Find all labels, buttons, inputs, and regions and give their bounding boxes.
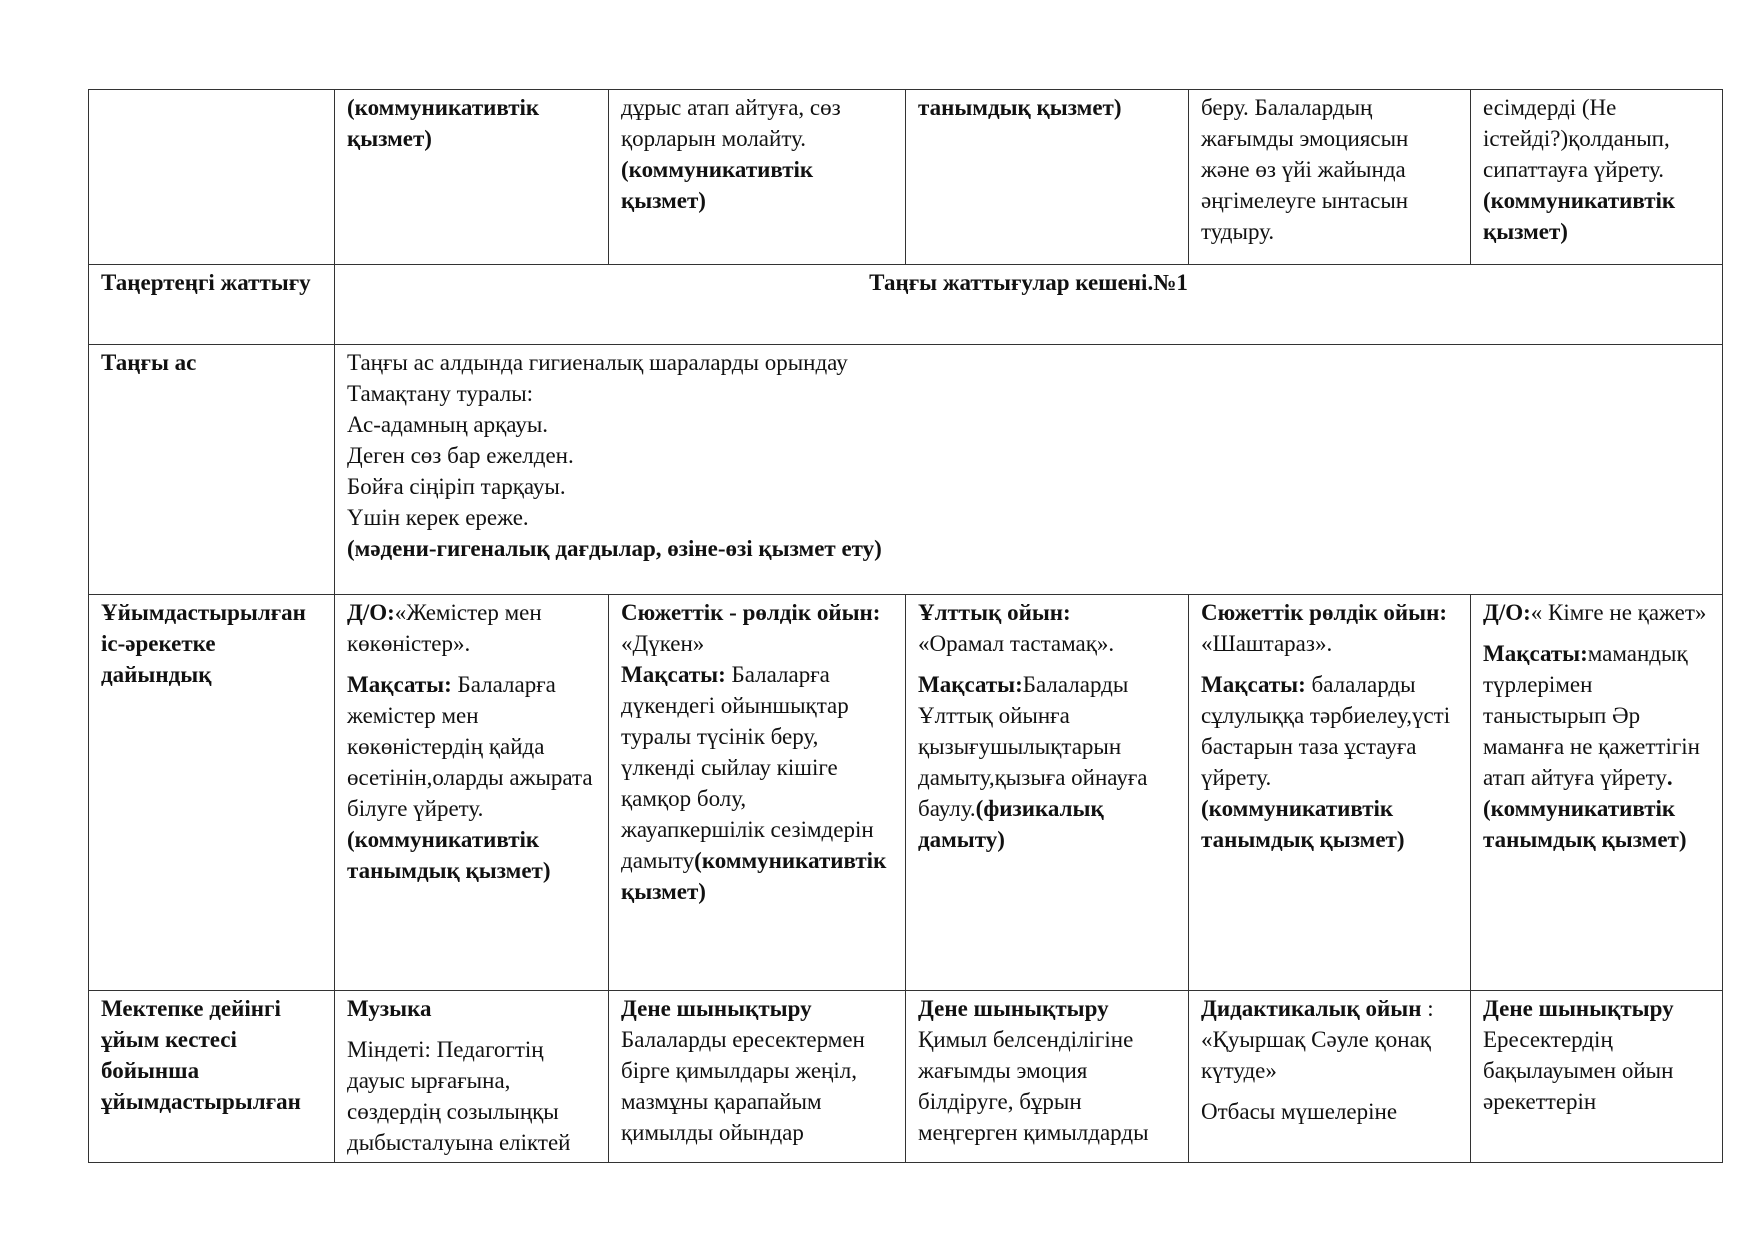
- poem-line: Бойға сіңіріп тарқауы.: [347, 474, 566, 499]
- row-label: Ұйымдастырылған іс-әрекетке дайындық: [89, 595, 335, 991]
- cell-tuesday: [609, 595, 906, 991]
- activity-area: (коммуникативтік қызмет): [1483, 188, 1676, 244]
- cell-tuesday: [609, 991, 906, 1163]
- row-organized-activity: [89, 991, 1723, 1163]
- goal-label: Мақсаты:: [918, 672, 1023, 697]
- cell-monday: [335, 595, 609, 991]
- cell-monday: [335, 991, 609, 1163]
- goal-text: балаларды сұлулыққа тәрбиелеу,үсті бастарын таза ұстауға үйрету.: [1201, 672, 1451, 790]
- activity-type: Ұлттық ойын:: [918, 600, 1071, 625]
- breakfast-line: Таңғы ас алдында гигиеналық шараларды орындау: [347, 350, 848, 375]
- subject-title: Дене шынықтыру: [621, 996, 812, 1021]
- subject-text: Ересектердің бақылауымен ойын әрекеттерін: [1483, 1027, 1674, 1114]
- goal-label: Мақсаты:: [347, 672, 452, 697]
- breakfast-content: [335, 345, 1723, 595]
- row-label: Таңғы ас: [89, 345, 335, 595]
- cell-thursday: [1189, 595, 1471, 991]
- activity-area: (коммуникативтік танымдық қызмет): [1201, 796, 1405, 852]
- row-label: Мектепке дейінгі ұйым кестесі бойынша ұйымдастырылған: [89, 991, 335, 1163]
- subject-text: Қимыл белсенділігіне жағымды эмоция білдіруге, бұрын меңгерген қимылдарды: [918, 1027, 1149, 1145]
- subject-colon: :: [1421, 996, 1434, 1021]
- activity-area: танымдық қызмет): [918, 95, 1122, 120]
- subject-title: Дене шынықтыру: [1483, 996, 1674, 1021]
- cell-text: беру. Балалардың жағымды эмоциясын және өз үйі жайында әңгімелеуге ынтасын тудыру.: [1201, 95, 1409, 244]
- activity-type: Д/О:: [1483, 600, 1531, 625]
- goal-paragraph: [347, 659, 596, 886]
- goal-text: Балаларға дүкендегі ойыншықтар туралы түсінік беру, үлкенді сыйлау кішіге қамқор болу, жауапкершілік сезімдерін дамыту: [621, 662, 874, 873]
- goal-text: Балаларды Ұлттық ойынға қызығушылықтарын дамыту,қызыға ойнауға баулу.: [918, 672, 1148, 821]
- cell-wednesday: [906, 595, 1189, 991]
- cell-thursday: [1189, 991, 1471, 1163]
- cell-friday: [1471, 595, 1723, 991]
- goal-text: Балаларға жемістер мен көкөністердің қайда өсетінін,оларды ажырата білуге үйрету.: [347, 672, 593, 821]
- activity-area: (коммуникативтік қызмет): [621, 157, 814, 213]
- game-title: «Қуыршақ Сәуле қонақ күтуде»: [1201, 1027, 1431, 1083]
- goal-label: Мақсаты:: [621, 662, 726, 687]
- activity-area: (физикалық дамыту): [918, 796, 1104, 852]
- poem-line: Деген сөз бар ежелден.: [347, 443, 574, 468]
- breakfast-line: Тамақтану туралы:: [347, 381, 534, 406]
- cell-text: есімдерді (Не істейді?)қолданып, сипаттауға үйрету.: [1483, 95, 1670, 182]
- activity-area: (мәдени-гигеналық дағдылар, өзіне-өзі қызмет ету): [347, 536, 882, 561]
- row-breakfast: [89, 345, 1723, 595]
- cell-thursday: [1189, 90, 1471, 265]
- activity-title: «Орамал тастамақ».: [918, 631, 1115, 656]
- cell-wednesday: [906, 90, 1189, 265]
- row-preparation: [89, 595, 1723, 991]
- activity-area: . (коммуникативтік танымдық қызмет): [1483, 765, 1687, 852]
- goal-paragraph: [1201, 659, 1458, 855]
- poem-line: Үшін керек ереже.: [347, 505, 529, 530]
- activity-title: «Жемістер мен көкөністер».: [347, 600, 542, 656]
- activity-area: (коммуникативтік қызмет): [347, 95, 540, 151]
- activity-type: Сюжеттік - рөлдік ойын:: [621, 600, 881, 625]
- goal-paragraph: [621, 659, 893, 907]
- subject-title: Дидактикалық ойын: [1201, 996, 1422, 1021]
- row-label: Таңертеңгі жаттығу: [89, 265, 335, 345]
- subject-title: Дене шынықтыру: [918, 996, 1109, 1021]
- row-morning-exercise: [89, 265, 1723, 345]
- activity-area: (коммуникативтік қызмет): [621, 848, 887, 904]
- activity-type: Д/О:: [347, 600, 395, 625]
- cell-tuesday: [609, 90, 906, 265]
- activity-title: « Кімге не қажет»: [1530, 600, 1707, 625]
- goal-label: Мақсаты:: [1483, 641, 1588, 666]
- exercise-content: Таңғы жаттығулар кешені.№1: [335, 265, 1723, 345]
- subject-title: Музыка: [347, 996, 432, 1021]
- goal-text: мамандық түрлерімен таныстырып Әр маманға не қажеттігін атап айтуға үйрету: [1483, 641, 1700, 790]
- subject-text: Балаларды ересектермен бірге қимылдары жеңіл, мазмұны қарапайым қимылды ойындар: [621, 1027, 865, 1145]
- cell-friday: [1471, 991, 1723, 1163]
- cell-text: дұрыс атап айтуға, сөз қорларын молайту.: [621, 95, 841, 151]
- activity-area: (коммуникативтік танымдық қызмет): [347, 827, 551, 883]
- plan-table: [88, 89, 1723, 1163]
- subject-text: Міндеті: Педагогтің дауыс ырғағына, сөздердің созылыңқы дыбысталуына еліктей: [347, 1037, 571, 1155]
- activity-title: «Дүкен»: [621, 631, 705, 656]
- cell-monday: [335, 90, 609, 265]
- row-label: [89, 90, 335, 265]
- activity-type: Сюжеттік рөлдік ойын:: [1201, 600, 1448, 625]
- cell-wednesday: [906, 991, 1189, 1163]
- goal-paragraph: [1483, 628, 1710, 855]
- activity-title: «Шаштараз».: [1201, 631, 1333, 656]
- subject-text: Отбасы мүшелеріне: [1201, 1099, 1398, 1124]
- goal-paragraph: [918, 659, 1176, 855]
- poem-line: Ас-адамның арқауы.: [347, 412, 549, 437]
- goal-label: Мақсаты:: [1201, 672, 1306, 697]
- row-continuation: [89, 90, 1723, 265]
- cell-friday: [1471, 90, 1723, 265]
